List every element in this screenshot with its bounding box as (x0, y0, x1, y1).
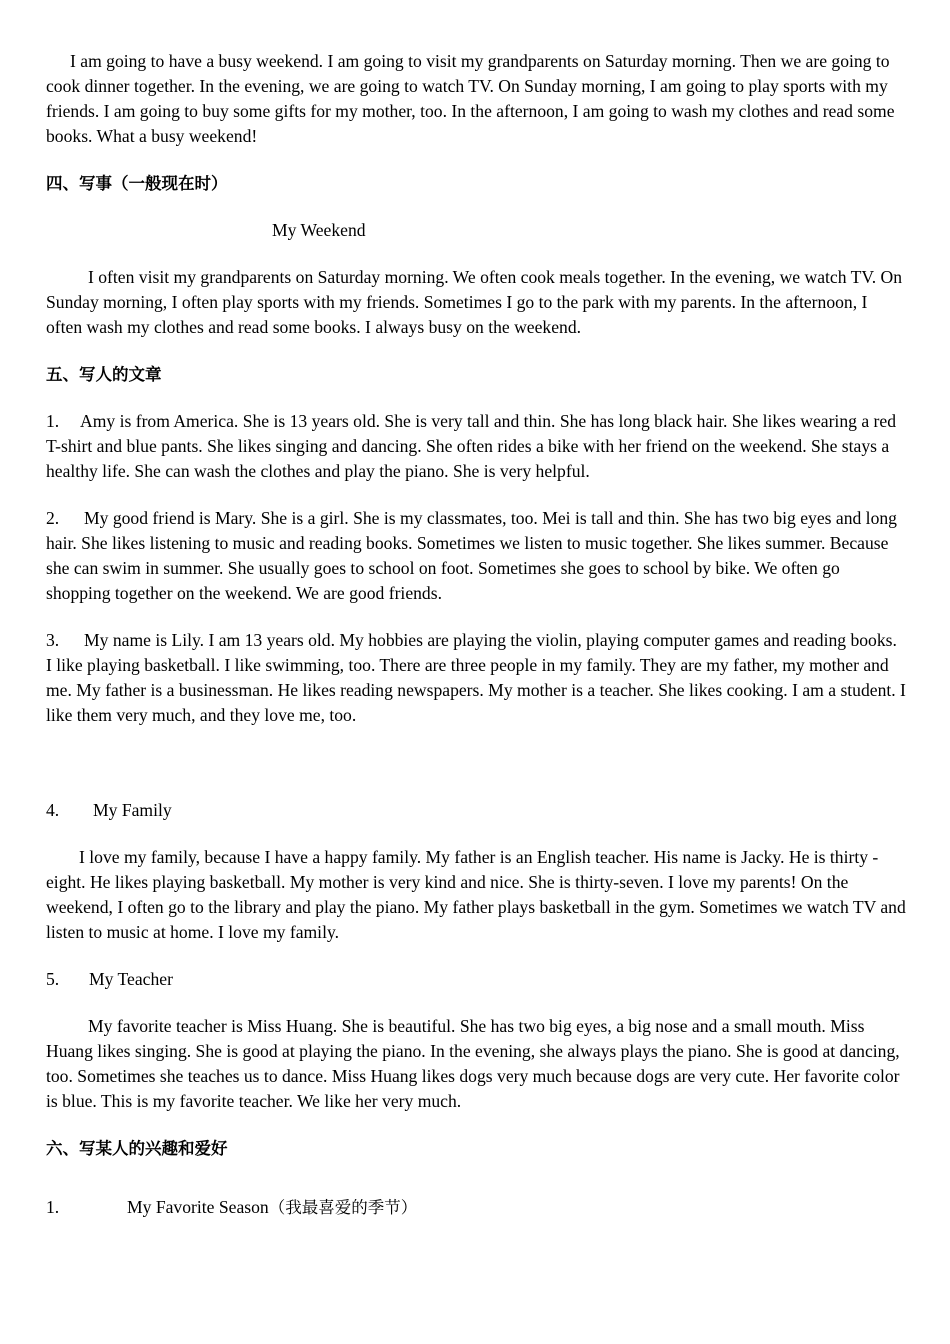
favorite-season-title: My Favorite Season (127, 1197, 269, 1217)
item-number: 1. (46, 411, 60, 431)
section-4-heading: 四、写事（一般现在时） (46, 174, 228, 193)
section-6-heading: 六、写某人的兴趣和爱好 (46, 1139, 228, 1158)
section-5-heading: 五、写人的文章 (46, 365, 162, 384)
essay-lily (46, 628, 906, 728)
essay-text: My good friend is Mary. She is a girl. She is my classmates, too. Mei is tall and thin. She has two big eyes and long hair. She likes listening to music and reading books. Sometimes we listen to music together. She likes summer. Because she can swim in summer. She usually goes to school on foot. Sometimes she goes to school by bike. We often go shopping together on the weekend. We are good friends. (46, 508, 897, 603)
document-page (46, 49, 906, 1220)
my-family-title-line (46, 798, 906, 823)
item-number: 1. (46, 1197, 60, 1217)
item-number: 2. (46, 508, 60, 528)
item-number: 4. (46, 800, 60, 820)
favorite-season-title-cn: （我最喜爱的季节） (268, 1198, 418, 1217)
my-weekend-title: My Weekend (272, 220, 366, 240)
favorite-season-title-line (46, 1195, 906, 1220)
item-number: 5. (46, 969, 60, 989)
essay-amy (46, 409, 906, 484)
essay-mary (46, 506, 906, 606)
my-teacher-title: My Teacher (89, 969, 173, 989)
my-family-title: My Family (93, 800, 172, 820)
item-number: 3. (46, 630, 60, 650)
essay-text: Amy is from America. She is 13 years old. She is very tall and thin. She has long black hair. She likes wearing a red T-shirt and blue pants. She likes singing and dancing. She often rides a bike with her friend on the weekend. She stays a healthy life. She can wash the clothes and play the piano. She is very helpful. (46, 411, 896, 481)
my-weekend-paragraph: I often visit my grandparents on Saturday morning. We often cook meals together. In the evening, we watch TV. On Sunday morning, I often play sports with my friends. Sometimes I go to the park with my parents. In the afternoon, I often wash my clothes and read some books. I always busy on the weekend. (46, 267, 903, 337)
my-family-paragraph: I love my family, because I have a happy family. My father is an English teacher. His name is Jacky. He is thirty -eight. He likes playing basketball. My mother is very kind and nice. She is thirty-seven. I love my parents! On the weekend, I often go to the library and play the piano. My father plays basketball in the gym. Sometimes we watch TV and listen to music at home. I love my family. (46, 847, 906, 942)
essay-text: My name is Lily. I am 13 years old. My hobbies are playing the violin, playing computer games and reading books. I like playing basketball. I like swimming, too. There are three people in my family. They are my father, my mother and me. My father is a businessman. He likes reading newspapers. My mother is a teacher. She likes cooking. I am a student. I like them very much, and they love me, too. (46, 630, 906, 725)
my-teacher-title-line (46, 967, 906, 992)
busy-weekend-paragraph: I am going to have a busy weekend. I am going to visit my grandparents on Saturday morning. Then we are going to cook dinner together. In the evening, we are going to watch TV. On Sunday morning, I am going to play sports with my friends. I am going to buy some gifts for my mother, too. In the afternoon, I am going to wash my clothes and read some books. What a busy weekend! (46, 51, 895, 146)
my-teacher-paragraph: My favorite teacher is Miss Huang. She is beautiful. She has two big eyes, a big nose and a small mouth. Miss Huang likes singing. She is good at playing the piano. In the evening, she always plays the piano. She is good at dancing, too. Sometimes she teaches us to dance. Miss Huang likes dogs very much because dogs are very cute. Her favorite color is blue. This is my favorite teacher. We like her very much. (46, 1016, 900, 1111)
